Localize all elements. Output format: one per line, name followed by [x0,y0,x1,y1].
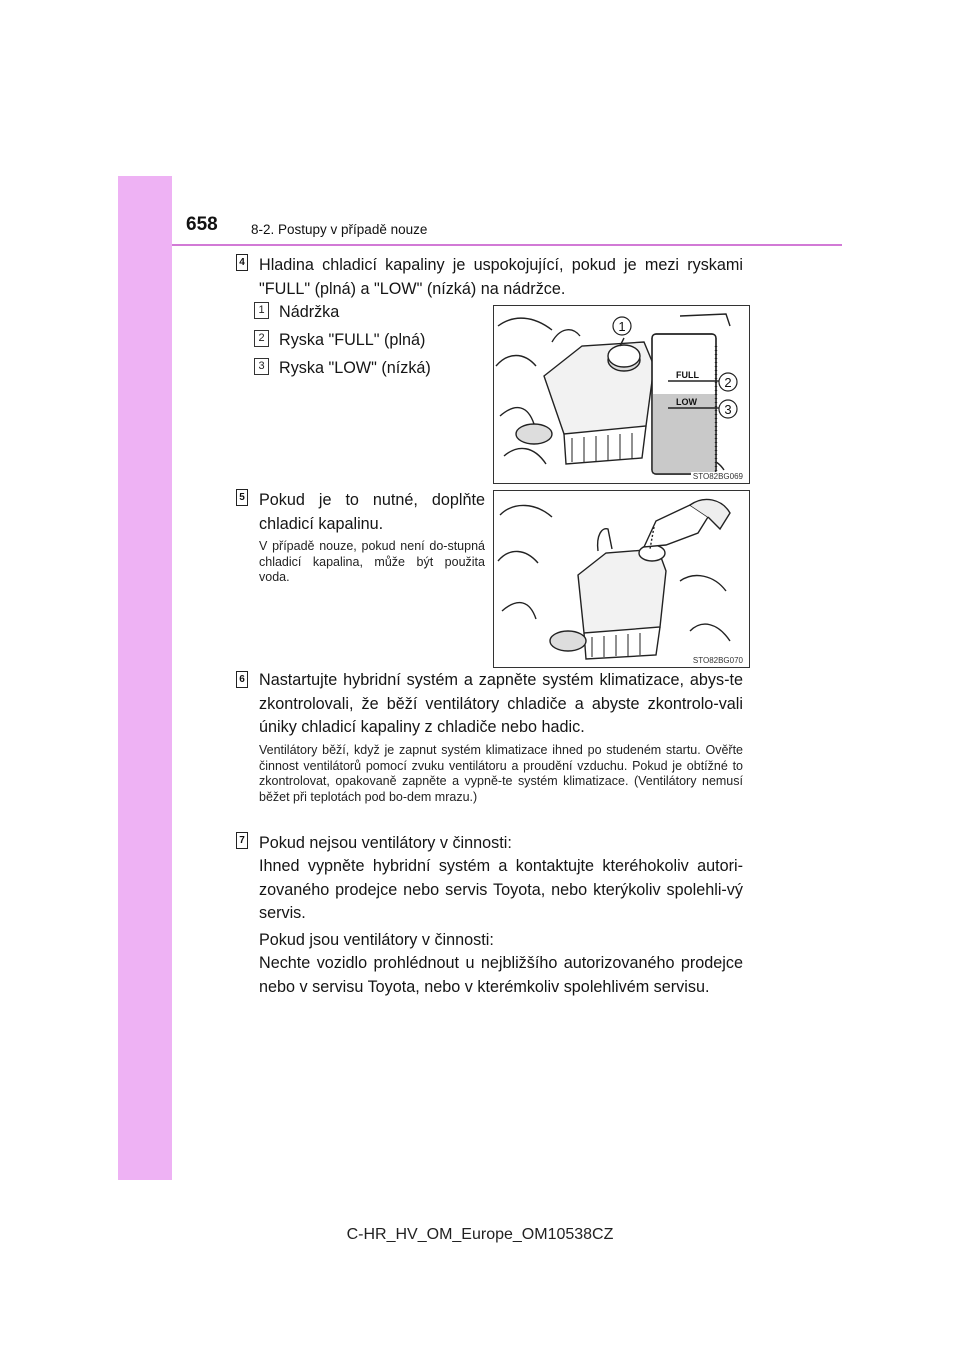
step-7-text-3: Pokud jsou ventilátory v činnosti: [259,931,494,949]
legend-number-1: 1 [254,302,269,319]
step-7-text-4: Nechte vozidlo prohlédnout u nejbližšího autorizovaného prodejce nebo v servisu Toyota, nebo v kterémkoliv spolehlivém servisu. [259,954,743,996]
legend-number-2: 2 [254,330,269,347]
section-title: 8-2. Postupy v případě nouze [251,222,428,237]
chapter-sidebar-tab [118,176,172,1180]
step-badge-6: 6 [236,671,248,688]
figure-adding-coolant [493,490,750,668]
legend-label-2: Ryska "FULL" (plná) [279,331,426,349]
adding-coolant-illustration [494,491,749,667]
figure-code-2: STO82BG070 [692,656,743,665]
step-5-note: V případě nouze, pokud není do-stupná chladicí kapalina, může být použita voda. [259,539,485,584]
step-4-text: Hladina chladicí kapaliny je uspokojující, pokud je mezi ryskami "FULL" (plná) a "LOW" (nízká) na nádržce. [259,256,743,298]
low-mark-label: LOW [676,397,697,407]
legend-label-1: Nádržka [279,303,340,321]
figure-callout-2: 2 [724,375,732,390]
legend-number-3: 3 [254,358,269,375]
header-divider [172,244,842,246]
legend-label-3: Ryska "LOW" (nízká) [279,359,431,377]
step-badge-7: 7 [236,832,248,849]
figure-callout-1: 1 [618,319,626,334]
footer-document-code: C-HR_HV_OM_Europe_OM10538CZ [346,1226,614,1243]
step-6-note: Ventilátory běží, když je zapnut systém klimatizace ihned po studeném startu. Ověřte činnost ventilátorů pomocí zvuku ventilátoru a proudění vzduchu. Pokud je obtížné to zkontrolovat, opakovaně zapněte a vypně-te systém klimatizace. (Ventilátory nemusí běžet při teplotách pod bo-dem mrazu.) [259,743,743,804]
step-7-text-1: Pokud nejsou ventilátory v činnosti: [259,834,512,852]
step-badge-5: 5 [236,489,248,506]
figure-code-1: STO82BG069 [692,472,743,481]
full-mark-label: FULL [676,370,699,380]
step-5-text: Pokud je to nutné, doplňte chladicí kapalinu. [259,491,485,533]
step-7-text-2: Ihned vypněte hybridní systém a kontaktujte kteréhokoliv autori-zovaného prodejce nebo servis Toyota, nebo kterýkoliv spolehli-vý servis. [259,857,743,922]
page-number: 658 [186,214,218,235]
reservoir-illustration [494,306,749,483]
step-badge-4: 4 [236,254,248,271]
figure-callout-3: 3 [724,402,732,417]
figure-coolant-reservoir-levels [493,305,750,484]
step-6-text: Nastartujte hybridní systém a zapněte systém klimatizace, abys-te zkontrolovali, že běží ventilátory chladiče a abyste zkontrolo-vali úniky chladicí kapaliny z chladiče nebo hadic. [259,671,743,736]
